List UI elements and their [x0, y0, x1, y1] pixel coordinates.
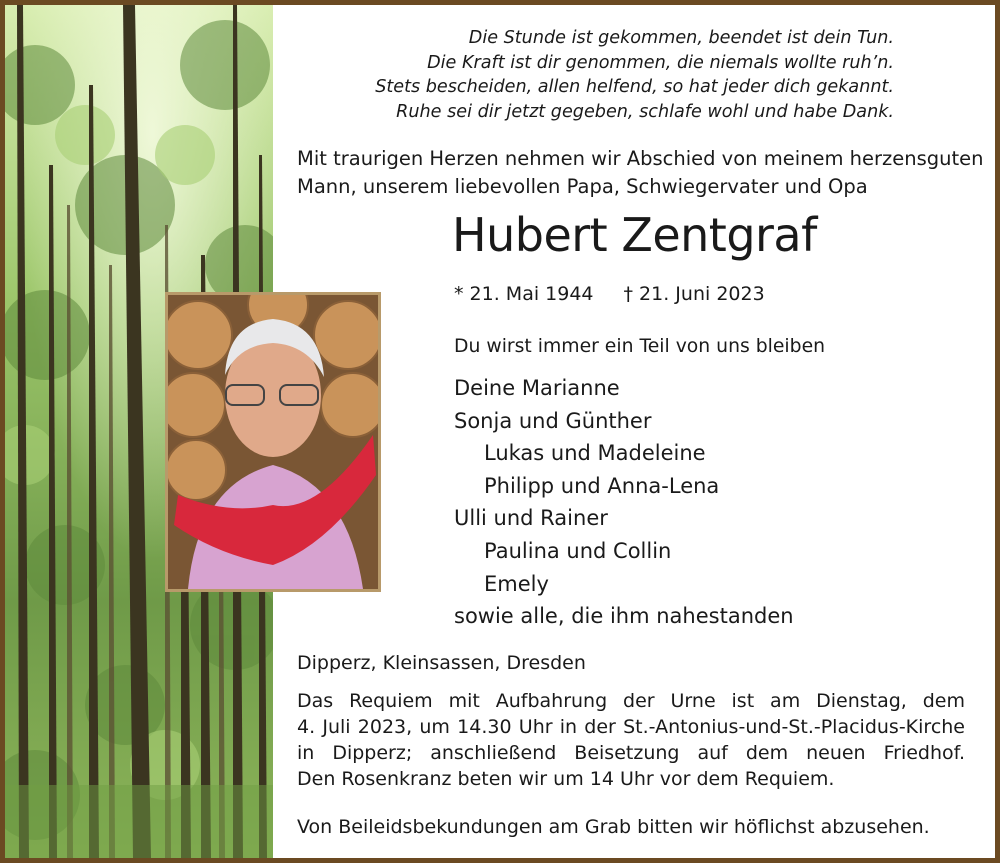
poem-line: Stets bescheiden, allen helfend, so hat jeder dich gekannt. [375, 77, 894, 97]
condolence-note: Von Beileidsbekundungen am Grab bitten wir höflichst abzusehen. [297, 816, 930, 838]
poem-line: Die Kraft ist dir genommen, die niemals wollte ruh’n. [427, 52, 894, 73]
motto: Du wirst immer ein Teil von uns bleiben [454, 336, 826, 357]
intro-line: Mann, unserem liebevollen Papa, Schwiegervater und Opa [297, 175, 868, 198]
poem [280, 26, 894, 124]
intro-line: Mit traurigen Herzen nehmen wir Abschied von meinem herzensguten [297, 147, 984, 170]
farewell-intro [297, 145, 984, 201]
mourner: Deine Marianne [454, 376, 620, 400]
mourner: Lukas und Madeleine [484, 441, 706, 466]
mourner: Paulina und Collin [484, 538, 672, 563]
life-dates [454, 283, 765, 305]
birth-date: * 21. Mai 1944 [454, 283, 594, 305]
poem-line: Die Stunde ist gekommen, beendet ist dein Tun. [468, 28, 894, 48]
mourner: Emely [484, 571, 549, 596]
place-names: Dipperz, Kleinsassen, Dresden [297, 652, 586, 674]
requiem-line: Den Rosenkranz beten wir um 14 Uhr vor dem Requiem. [297, 768, 835, 790]
poem-line: Ruhe sei dir jetzt gegeben, schlafe wohl und habe Dank. [396, 101, 894, 122]
death-date: † 21. Juni 2023 [623, 283, 765, 305]
requiem-line: Das Requiem mit Aufbahrung der Urne ist am Dienstag, dem [297, 690, 965, 712]
mourner: Ulli und Rainer [454, 506, 608, 531]
mourner: Philipp und Anna-Lena [484, 473, 720, 498]
mourners-list [454, 372, 794, 633]
requiem-info [297, 688, 965, 792]
requiem-line: in Dipperz; anschließend Beisetzung auf dem neuen Friedhof. [297, 742, 965, 764]
requiem-line: 4. Juli 2023, um 14.30 Uhr in der St.-Antonius-und-St.-Placidus-Kirche [297, 716, 965, 738]
mourner: sowie alle, die ihm nahestanden [454, 604, 794, 629]
portrait-photo [165, 292, 381, 592]
deceased-name: Hubert Zentgraf [452, 208, 817, 262]
mourner: Sonja und Günther [454, 408, 652, 433]
